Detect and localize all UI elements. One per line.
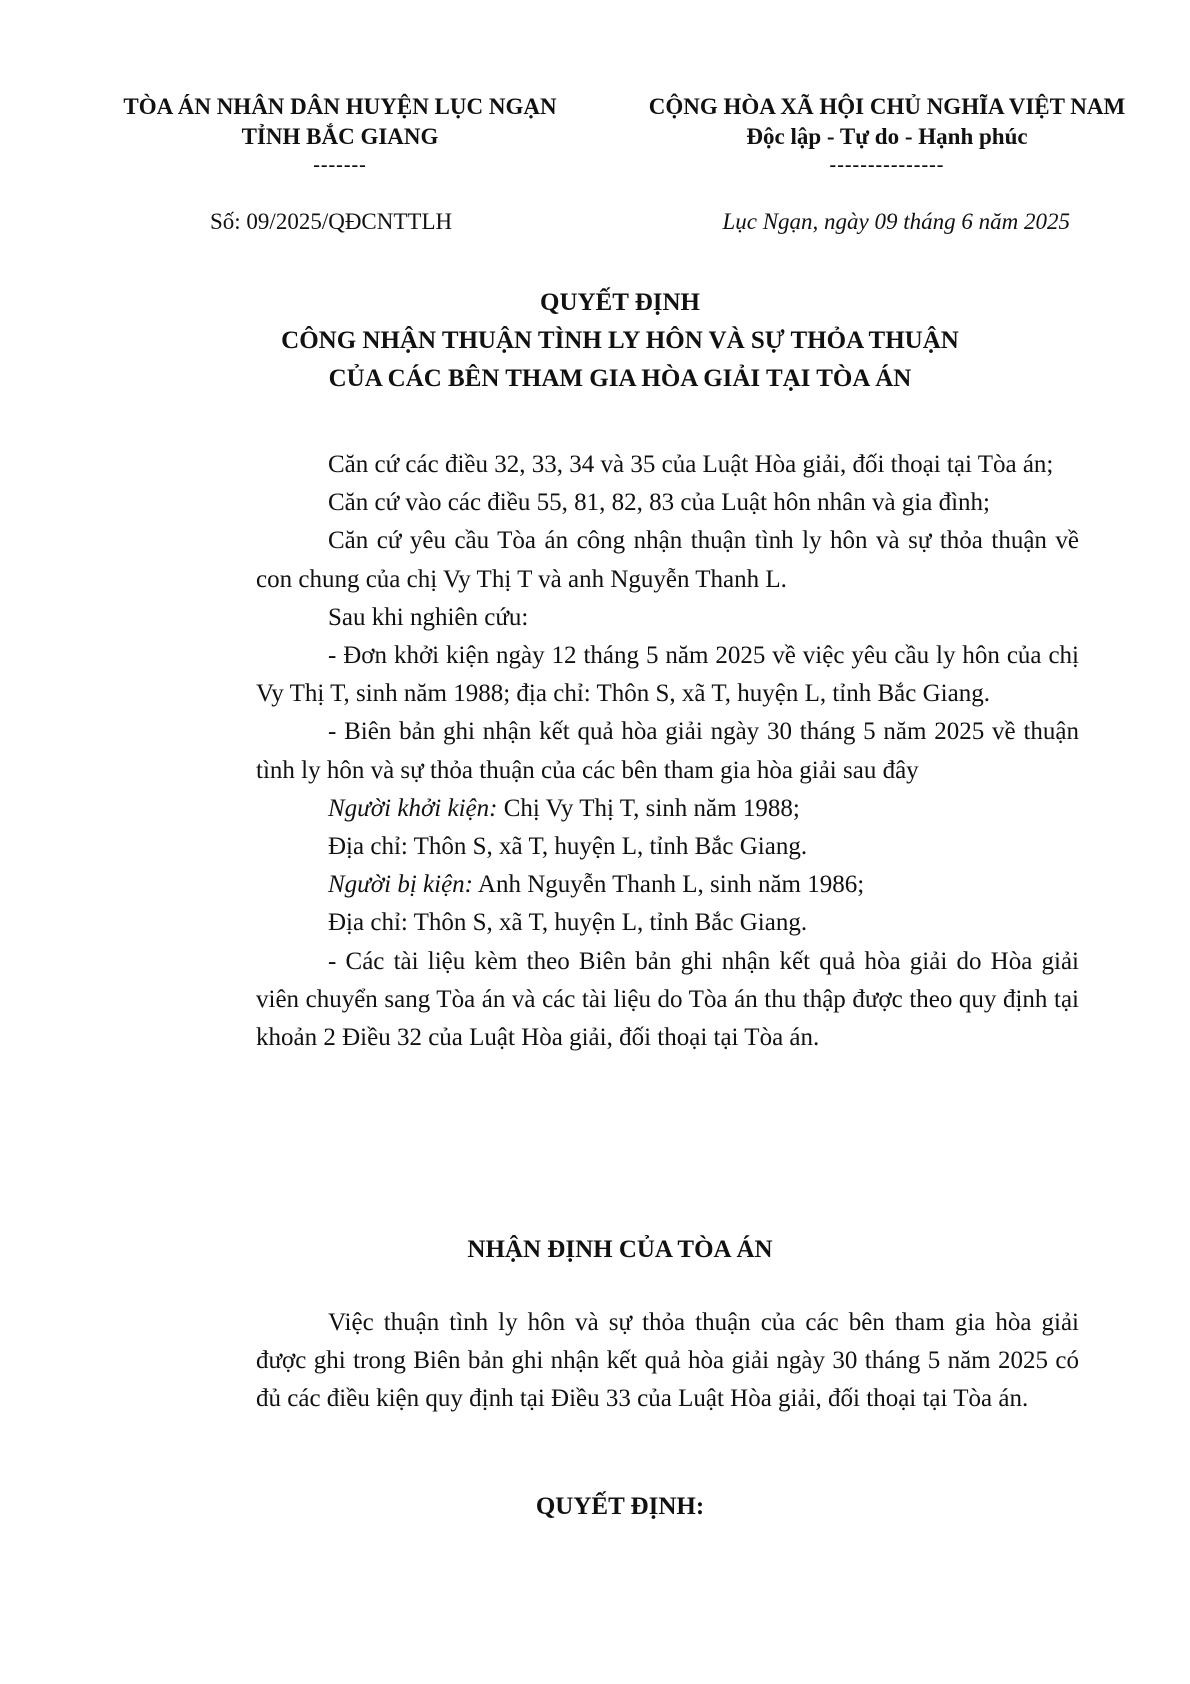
defendant-line <box>256 866 1079 904</box>
grounds-section <box>256 446 1079 1057</box>
attachments-paragraph: - Các tài liệu kèm theo Biên bản ghi nhận kết quả hòa giải do Hòa giải viên chuyển sang Tòa án và các tài liệu do Tòa án thu thập được theo quy định tại khoản 2 Điều 32 của Luật Hòa giải, đối thoại tại Tòa án. <box>256 947 1079 1052</box>
defendant-info: Anh Nguyễn Thanh L, sinh năm 1986; <box>473 871 865 899</box>
defendant-address: Địa chỉ: Thôn S, xã T, huyện L, tỉnh Bắc Giang. <box>328 909 808 937</box>
ground-paragraph: Căn cứ yêu cầu Tòa án công nhận thuận tình ly hôn và sự thỏa thuận về con chung của chị Vy Thị T và anh Nguyễn Thanh L. <box>256 527 1079 593</box>
ground-paragraph: Căn cứ các điều 32, 33, 34 và 35 của Luật Hòa giải, đối thoại tại Tòa án; <box>328 451 1054 478</box>
ground-paragraph: - Biên bản ghi nhận kết quả hòa giải ngày 30 tháng 5 năm 2025 về thuận tình ly hôn và sự thỏa thuận của các bên tham gia hòa giải sau đây <box>256 718 1079 784</box>
defendant-label: Người bị kiện: <box>328 871 474 899</box>
place-date: Lục Ngạn, ngày 09 tháng 6 năm 2025 <box>722 209 1070 234</box>
document-number: Số: 09/2025/QĐCNTTLH <box>210 209 453 234</box>
court-opinion-heading: NHẬN ĐỊNH CỦA TÒA ÁN <box>467 1236 773 1263</box>
ground-paragraph: Căn cứ vào các điều 55, 81, 82, 83 của Luật hôn nhân và gia đình; <box>328 489 990 517</box>
national-name: CỘNG HÒA XÃ HỘI CHỦ NGHĨA VIỆT NAM <box>648 94 1126 119</box>
court-opinion-section <box>256 1304 1079 1419</box>
national-motto: Độc lập - Tự do - Hạnh phúc <box>746 124 1028 149</box>
court-separator: ------- <box>313 154 367 176</box>
title-line-3: CỦA CÁC BÊN THAM GIA HÒA GIẢI TẠI TÒA ÁN <box>328 365 912 392</box>
document-title <box>180 284 1060 398</box>
decision-heading: QUYẾT ĐỊNH: <box>535 1493 705 1520</box>
plaintiff-line <box>256 790 1079 828</box>
court-opinion-paragraph: Việc thuận tình ly hôn và sự thỏa thuận của các bên tham gia hòa giải được ghi trong Biên bản ghi nhận kết quả hòa giải ngày 30 tháng 5 năm 2025 có đủ các điều kiện quy định tại Điều 33 của Luật Hòa giải, đối thoại tại Tòa án. <box>256 1309 1079 1413</box>
plaintiff-address: Địa chỉ: Thôn S, xã T, huyện L, tỉnh Bắc Giang. <box>328 833 808 861</box>
court-header <box>96 92 584 178</box>
title-line-1: QUYẾT ĐỊNH <box>540 289 700 316</box>
national-separator: --------------- <box>829 154 945 176</box>
title-line-2: CÔNG NHẬN THUẬN TÌNH LY HÔN VÀ SỰ THỎA THUẬN <box>281 327 959 354</box>
ground-paragraph: Sau khi nghiên cứu: <box>328 603 529 631</box>
plaintiff-info: Chị Vy Thị T, sinh năm 1988; <box>497 794 800 822</box>
court-name: TÒA ÁN NHÂN DÂN HUYỆN LỤC NGẠN <box>123 94 557 119</box>
court-province: TỈNH BẮC GIANG <box>241 124 439 149</box>
plaintiff-label: Người khởi kiện: <box>328 794 498 822</box>
national-header <box>612 92 1162 178</box>
ground-paragraph: - Đơn khởi kiện ngày 12 tháng 5 năm 2025 về việc yêu cầu ly hôn của chị Vy Thị T, sinh năm 1988; địa chỉ: Thôn S, xã T, huyện L, tỉnh Bắc Giang. <box>256 642 1079 708</box>
